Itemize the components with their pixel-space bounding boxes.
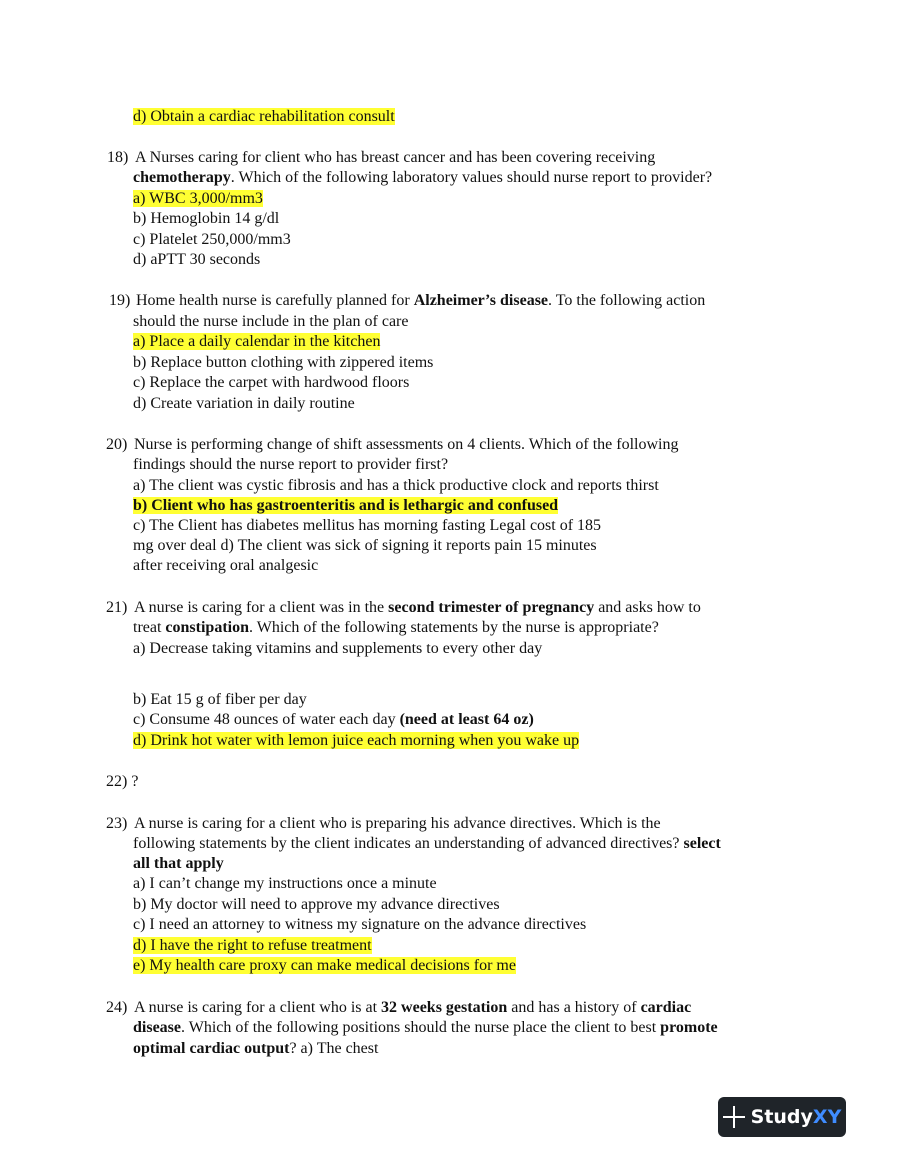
q20-option-a: a) The client was cystic fibrosis and has a thick productive clock and reports thirst	[133, 477, 659, 494]
q24-stem-line3: optimal cardiac output? a) The chest	[133, 1040, 379, 1057]
q20-option-c-line1: c) The Client has diabetes mellitus has morning fasting Legal cost of 185	[133, 517, 602, 534]
q20-option-c-line3: after receiving oral analgesic	[133, 557, 319, 574]
q23-stem-line2: following statements by the client indicates an understanding of advanced directives? select	[133, 835, 721, 852]
q19-stem-line1: Home health nurse is carefully planned for Alzheimer’s disease. To the following action	[136, 292, 706, 309]
q23-stem-line1: A nurse is caring for a client who is preparing his advance directives. Which is the	[134, 815, 661, 832]
q18-option-c: c) Platelet 250,000/mm3	[133, 231, 291, 248]
q21-option-b: b) Eat 15 g of fiber per day	[133, 691, 307, 708]
q23-option-c: c) I need an attorney to witness my signature on the advance directives	[133, 916, 587, 933]
q23-stem-line3: all that apply	[133, 855, 224, 872]
q21-option-d: d) Drink hot water with lemon juice each morning when you wake up	[133, 732, 580, 749]
q20-number: 20)	[106, 436, 128, 453]
q19-number: 19)	[109, 292, 131, 309]
q22-number: 22) ?	[106, 773, 139, 790]
q17-option-d: d) Obtain a cardiac rehabilitation consult	[133, 108, 395, 125]
q21-stem-line1: A nurse is caring for a client was in the second trimester of pregnancy and asks how to	[134, 599, 701, 616]
q24-stem-line2: disease. Which of the following positions should the nurse place the client to best promote	[133, 1019, 718, 1036]
q20-option-b: b) Client who has gastroenteritis and is lethargic and confused	[133, 497, 559, 514]
q19-option-b: b) Replace button clothing with zippered items	[133, 354, 434, 371]
q21-option-a: a) Decrease taking vitamins and supplements to every other day	[133, 640, 543, 657]
q19-option-c: c) Replace the carpet with hardwood floors	[133, 374, 410, 391]
q18-stem-line1: A Nurses caring for client who has breast cancer and has been covering receiving	[135, 149, 656, 166]
q23-number: 23)	[106, 815, 128, 832]
studyxy-logo	[718, 1097, 846, 1137]
q18-option-d: d) aPTT 30 seconds	[133, 251, 261, 268]
q23-option-a: a) I can’t change my instructions once a minute	[133, 875, 437, 892]
q19-option-d: d) Create variation in daily routine	[133, 395, 355, 412]
q20-stem-line2: findings should the nurse report to provider first?	[133, 456, 449, 473]
logo-text: StudyXY	[750, 1106, 842, 1128]
q18-option-b: b) Hemoglobin 14 g/dl	[133, 210, 280, 227]
q20-stem-line1: Nurse is performing change of shift assessments on 4 clients. Which of the following	[134, 436, 679, 453]
q21-option-c: c) Consume 48 ounces of water each day (need at least 64 oz)	[133, 711, 534, 728]
q19-option-a: a) Place a daily calendar in the kitchen	[133, 333, 381, 350]
q21-number: 21)	[106, 599, 128, 616]
q21-stem-line2: treat constipation. Which of the following statements by the nurse is appropriate?	[133, 619, 659, 636]
q18-number: 18)	[107, 149, 129, 166]
q18-stem-line2: chemotherapy. Which of the following laboratory values should nurse report to provider?	[133, 169, 713, 186]
q20-option-c-line2: mg over deal d) The client was sick of signing it reports pain 15 minutes	[133, 537, 597, 554]
q18-option-a: a) WBC 3,000/mm3	[133, 190, 263, 207]
q24-stem-line1: A nurse is caring for a client who is at 32 weeks gestation and has a history of cardiac	[134, 999, 692, 1016]
q24-number: 24)	[106, 999, 128, 1016]
plus-icon	[723, 1106, 745, 1128]
q19-stem-line2: should the nurse include in the plan of care	[133, 313, 409, 330]
q23-option-b: b) My doctor will need to approve my advance directives	[133, 896, 500, 913]
q23-option-d: d) I have the right to refuse treatment	[133, 937, 372, 954]
q23-option-e: e) My health care proxy can make medical decisions for me	[133, 957, 516, 974]
